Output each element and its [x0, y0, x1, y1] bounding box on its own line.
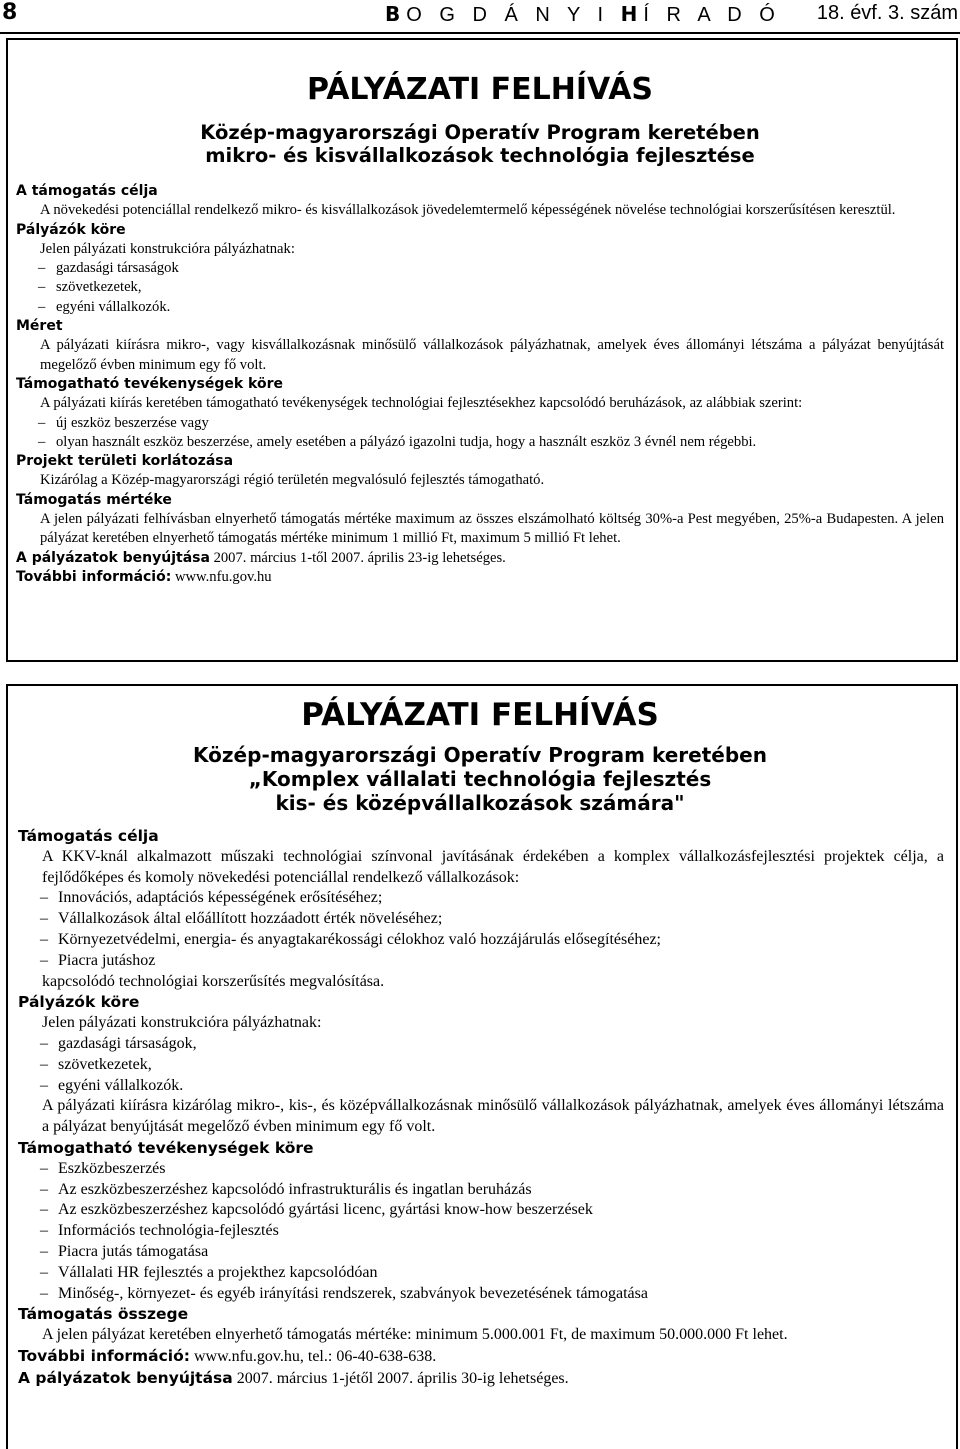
notice2-submission-text: 2007. március 1-jétől 2007. április 30-ig lehetséges. — [232, 1369, 569, 1387]
notice2-subtitle-3: kis- és középvállalkozások számára" — [275, 791, 685, 815]
list-item: – Az eszközbeszerzéshez kapcsolódó infrastrukturális és ingatlan beruházás — [40, 1180, 532, 1198]
title-initial-b: B — [385, 2, 407, 26]
notice2-submission — [18, 1368, 944, 1390]
list-item: – Minőség-, környezet- és egyéb irányítási rendszerek, szabványok bevezetésének támogatása — [40, 1284, 648, 1302]
notice1-subtitle-1: Közép-magyarországi Operatív Program keretében — [200, 121, 760, 144]
list-item: – Piacra jutáshoz — [40, 951, 156, 969]
notice2-amount-text: A jelen pályázat keretében elnyerhető támogatás mértéke: minimum 5.000.001 Ft, de maximum 50.000.000 Ft lehet. — [42, 1326, 788, 1344]
notice2-size-text: A pályázati kiírásra kizárólag mikro-, kis-, és középvállalkozásnak minősülő vállalkozások pályázhatnak, amelyek éves állományi létszáma a pályázat benyújtását megelőző évben minimum egy fő volt. — [42, 1097, 944, 1136]
title-part-1: O G D Á N Y I — [406, 4, 621, 26]
running-header — [0, 0, 960, 34]
list-item: – Eszközbeszerzés — [40, 1159, 166, 1177]
notice1-goal-heading: A támogatás célja — [16, 183, 158, 199]
list-item: – Vállalati HR fejlesztés a projekthez kapcsolódóan — [40, 1263, 378, 1281]
notice1-amount-heading: Támogatás mértéke — [16, 491, 172, 508]
page-number: 8 — [2, 0, 18, 25]
list-item: – egyéni vállalkozók. — [38, 298, 171, 315]
list-item: – Piacra jutás támogatása — [40, 1242, 209, 1260]
notice1-activities-heading: Támogatható tevékenységek köre — [16, 375, 283, 392]
notice1-info — [16, 568, 944, 587]
notice1-submission — [16, 549, 944, 568]
list-item: – szövetkezetek, — [40, 1055, 152, 1073]
newspaper-title — [385, 2, 781, 27]
title-part-2: Í R A D Ó — [643, 4, 781, 26]
notice2-subtitle-2: „Komplex vállalati technológia fejlesztés — [248, 767, 712, 791]
notice1-info-text: www.nfu.gov.hu — [171, 568, 272, 585]
list-item: – Környezetvédelmi, energia- és anyagtakarékossági célokhoz való hozzájárulás elősegítéséhez; — [40, 930, 661, 948]
notice2-goal-heading: Támogatás célja — [18, 827, 159, 845]
notice1-applicants-intro: Jelen pályázati konstrukcióra pályázhatnak: — [40, 240, 295, 257]
notice2-body — [18, 826, 944, 1390]
notice1-size-text: A pályázati kiírásra mikro-, vagy kisvállalkozásnak minősülő vállalkozások pályázhatnak, amelyek éves állományi létszáma a pályázat benyújtását megelőző évben minimum egy fő volt. — [40, 337, 944, 373]
notice2-applicants-intro: Jelen pályázati konstrukcióra pályázhatnak: — [42, 1014, 322, 1032]
notice2-subtitle-1: Közép-magyarországi Operatív Program keretében — [193, 743, 767, 767]
header-rule — [0, 32, 960, 34]
list-item: – Az eszközbeszerzéshez kapcsolódó gyártási licenc, gyártási know-how beszerzések — [40, 1201, 593, 1219]
notice2-applicants-heading: Pályázók köre — [18, 993, 140, 1012]
list-item: – új eszköz beszerzése vagy — [38, 414, 209, 431]
list-item: – gazdasági társaságok, — [40, 1034, 197, 1052]
list-item: – gazdasági társaságok — [38, 260, 179, 277]
notice2-goal-closing: kapcsolódó technológiai korszerűsítés megvalósítása. — [42, 972, 385, 990]
title-initial-h: H — [620, 2, 644, 26]
notice1-applicants-heading: Pályázók köre — [16, 221, 126, 238]
notice1-body — [16, 182, 944, 587]
list-item: – szövetkezetek, — [38, 279, 142, 296]
notice1-title: PÁLYÁZATI FELHÍVÁS — [306, 72, 654, 107]
list-item: – Vállalkozások által előállított hozzáadott érték növeléséhez; — [40, 910, 443, 928]
notice1-submission-label: A pályázatok benyújtása — [16, 549, 210, 566]
notice2-amount-heading: Támogatás összege — [18, 1305, 189, 1324]
notice1-activities-intro: A pályázati kiírás keretében támogatható tevékenységek technológiai fejlesztésekhez kapcsolódó beruházások, az alábbiak szerint: — [40, 395, 803, 412]
notice2-title: PÁLYÁZATI FELHÍVÁS — [301, 697, 659, 733]
list-item: – egyéni vállalkozók. — [40, 1076, 184, 1094]
notice1-submission-text: 2007. március 1-től 2007. április 23-ig lehetséges. — [209, 549, 506, 566]
notice2-activities-heading: Támogatható tevékenységek köre — [18, 1138, 314, 1157]
notice1-info-label: További információ: — [16, 568, 172, 585]
list-item: – olyan használt eszköz beszerzése, amely esetében a pályázó igazolni tudja, hogy a használt eszköz 3 évnél nem régebbi. — [38, 433, 757, 450]
notice1-amount-text: A jelen pályázati felhívásban elnyerhető támogatás mértéke maximum az összes elszámolható költség 30%-a Pest megyében, 25%-a Budapesten. A jelen pályázat keretében elnyerhető támogatás mértéke minimum 1 millió Ft, maximum 5 millió Ft lehet. — [40, 511, 944, 547]
notice1-subtitle-2: mikro- és kisvállalkozások technológia fejlesztése — [205, 144, 755, 167]
notice1-territory-heading: Projekt területi korlátozása — [16, 453, 234, 470]
notice2-info — [18, 1346, 944, 1368]
notice2-info-text: www.nfu.gov.hu, tel.: 06-40-638-638. — [189, 1347, 437, 1365]
notice1-territory-text: Kizárólag a Közép-magyarországi régió területén megvalósuló fejlesztés támogatható. — [40, 472, 545, 489]
notice2-info-label: További információ: — [18, 1346, 190, 1365]
list-item: – Innovációs, adaptációs képességének erősítéséhez; — [40, 889, 383, 907]
notice1-goal-text: A növekedési potenciállal rendelkező mikro- és kisvállalkozások jövedelemtermelő képességének növelése technológiai korszerűsítésen keresztül. — [40, 202, 896, 219]
issue-label: 18. évf. 3. szám — [816, 2, 958, 24]
list-item: – Információs technológia-fejlesztés — [40, 1222, 279, 1240]
notice2-submission-label: A pályázatok benyújtása — [18, 1368, 233, 1387]
notice1-size-heading: Méret — [16, 318, 63, 335]
notice2-goal-text: A KKV-knál alkalmazott műszaki technológiai színvonal javításának érdekében a komplex vállalkozásfejlesztési projektek célja, a fejlődőképes és komoly növekedési potenciállal rendelkező vállalkozások: — [42, 847, 944, 886]
